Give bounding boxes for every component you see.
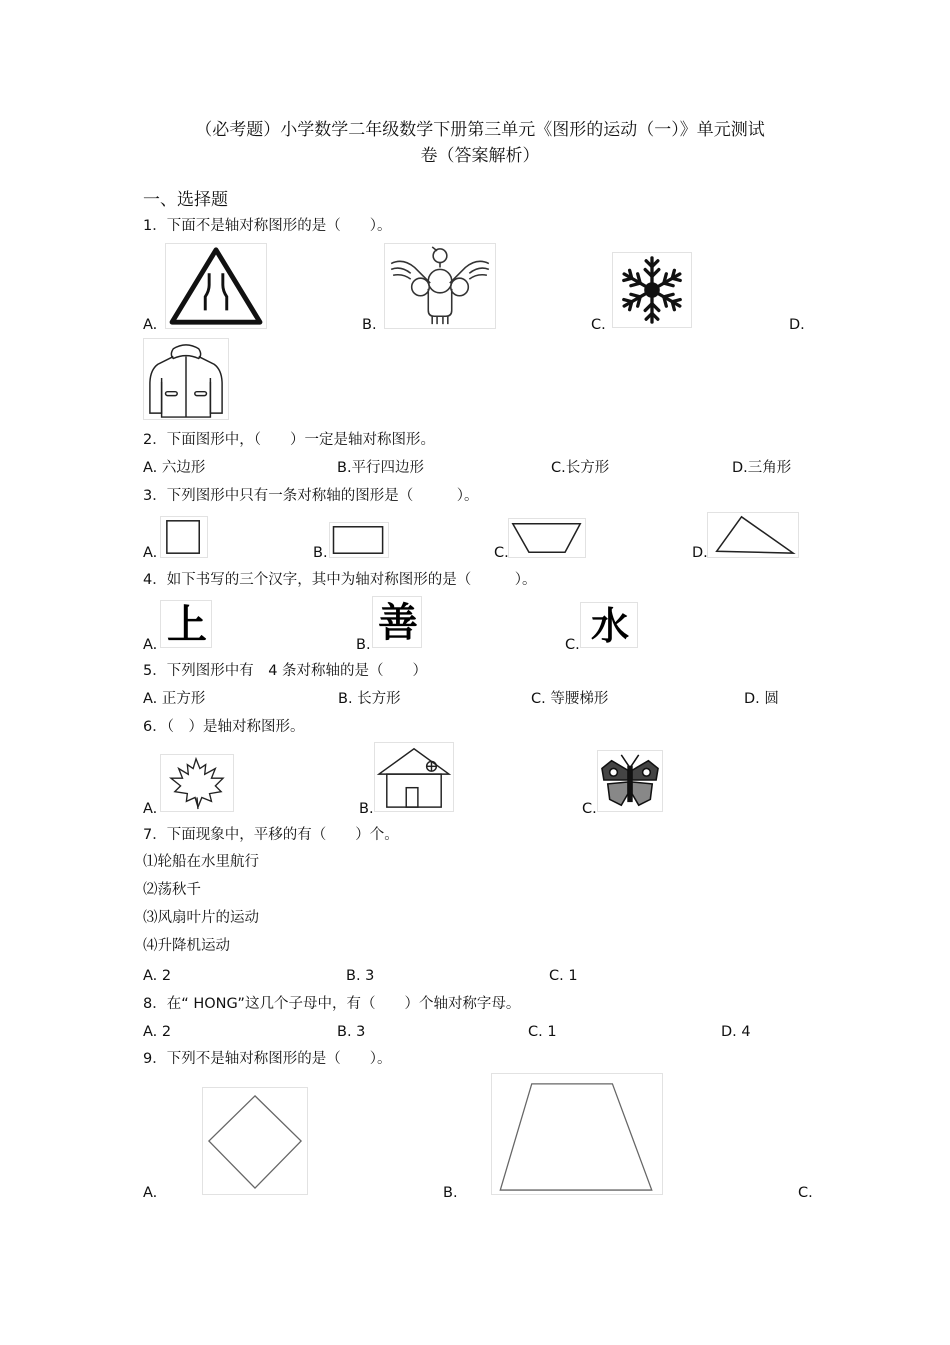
character-shang-image [160,600,212,648]
question-3-stem: 3．下列图形中只有一条对称轴的图形是（ ）。 [143,488,479,504]
isosceles-trapezoid-shape [508,518,586,558]
question-9-stem: 9．下列不是轴对称图形的是（ ）。 [143,1051,392,1067]
character-shang: 上 [167,602,207,648]
large-trapezoid-shape [491,1073,663,1195]
house-icon [374,742,454,812]
question-6-option-b: B. [359,801,374,817]
snowflake-icon [612,252,692,328]
bird-figure-icon [384,243,496,329]
square-shape [160,516,208,558]
question-9-option-b: B. [443,1185,458,1201]
question-8-stem: 8．在“ HONG”这几个子母中，有（ ）个轴对称字母。 [143,996,521,1012]
scalene-triangle-shape [707,512,799,558]
question-7-option-a: A. 2 [143,968,172,984]
question-1-option-a: A. [143,317,158,333]
butterfly-icon [597,750,663,812]
question-4-stem: 4．如下书写的三个汉字，其中为轴对称图形的是（ ）。 [143,572,537,588]
question-8-option-a: A. 2 [143,1024,172,1040]
maple-leaf-icon [160,754,234,812]
question-3-option-b: B. [313,545,328,561]
question-5-option-b: B. 长方形 [338,691,401,707]
warning-road-sign-icon [165,243,267,329]
question-3-option-c: C. [494,545,509,561]
question-8-option-c: C. 1 [528,1024,557,1040]
question-5-stem: 5．下列图形中有 4 条对称轴的是（ ） [143,663,428,679]
question-7-item-4: ⑷升降机运动 [143,938,230,954]
question-2-stem: 2．下面图形中，（ ）一定是轴对称图形。 [143,432,435,448]
document-title-line1: （必考题）小学数学二年级数学下册第三单元《图形的运动（一）》单元测试 [195,120,765,140]
question-2-option-a: A. 六边形 [143,460,206,476]
question-4-option-c: C. [565,637,580,653]
question-6-option-c: C. [582,801,597,817]
section-heading: 一、选择题 [143,190,228,210]
question-6-stem: 6．（ ）是轴对称图形。 [143,719,305,735]
rhombus-shape [202,1087,308,1195]
question-9-option-a: A. [143,1185,158,1201]
character-shui-image [580,602,638,648]
question-5-option-c: C. 等腰梯形 [531,691,609,707]
question-7-item-3: ⑶风扇叶片的运动 [143,910,259,926]
question-3-option-d: D. [692,545,708,561]
question-7-option-c: C. 1 [549,968,578,984]
question-7-option-b: B. 3 [346,968,375,984]
question-2-option-b: B.平行四边形 [337,460,425,476]
jacket-icon [143,338,229,420]
question-7-item-1: ⑴轮船在水里航行 [143,854,259,870]
question-4-option-a: A. [143,637,158,653]
rectangle-shape [329,522,389,558]
question-2-option-c: C.长方形 [551,460,610,476]
character-shan: 善 [378,600,418,646]
question-4-option-b: B. [356,637,371,653]
question-6-option-a: A. [143,801,158,817]
question-1-option-d: D. [789,317,805,333]
question-8-option-b: B. 3 [337,1024,366,1040]
question-1-option-b: B. [362,317,377,333]
character-shan-image [372,596,422,648]
question-7-item-2: ⑵荡秋千 [143,882,201,898]
question-5-option-d: D. 圆 [744,691,779,707]
question-3-option-a: A. [143,545,158,561]
question-2-option-d: D.三角形 [732,460,792,476]
question-8-option-d: D. 4 [721,1024,751,1040]
question-5-option-a: A. 正方形 [143,691,206,707]
question-1-stem: 1．下面不是轴对称图形的是（ ）。 [143,218,392,234]
question-7-stem: 7．下面现象中，平移的有（ ）个。 [143,827,399,843]
document-title-line2: 卷（答案解析） [420,146,540,166]
question-9-option-c: C. [798,1185,813,1201]
character-shui: 水 [590,604,629,648]
question-1-option-c: C. [591,317,606,333]
